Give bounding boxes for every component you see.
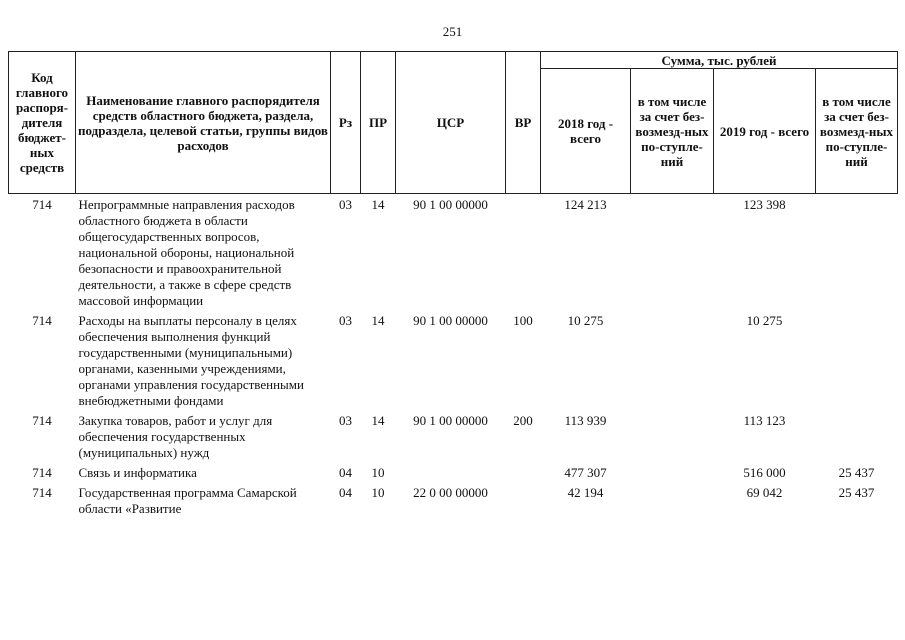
cell-2019-free [816, 313, 898, 413]
cell-pr: 14 [371, 313, 385, 328]
cell-2019-total: 516 000 [743, 465, 786, 480]
cell-name: Непрограммные направления расходов областного бюджета в области общегосударственных вопросов, национальной обороны, национальной безопасности и правоохранительной деятельности, а также в сфере средств массовой информации [78, 197, 295, 308]
cell-2018-total: 42 194 [567, 485, 604, 500]
header-sum: Сумма, тыс. рублей [541, 52, 898, 69]
budget-table [8, 51, 898, 521]
cell-vr: 200 [513, 413, 533, 428]
header-2019-total: 2019 год - всего [714, 69, 816, 194]
cell-2018-free [631, 485, 714, 521]
cell-2019-free: 25 437 [838, 465, 875, 480]
cell-pr: 14 [371, 413, 385, 428]
page-number: 251 [442, 24, 463, 39]
table-row [9, 465, 898, 485]
cell-2018-total: 113 939 [564, 413, 607, 428]
cell-pr: 10 [371, 465, 385, 480]
cell-2018-free [631, 194, 714, 314]
cell-code: 714 [32, 413, 52, 428]
cell-2018-total: 10 275 [567, 313, 604, 328]
cell-2019-total: 113 123 [743, 413, 786, 428]
header-name: Наименование главного распорядителя средств областного бюджета, раздела, подраздела, целевой статьи, группы видов расходов [76, 52, 331, 194]
cell-code: 714 [32, 197, 52, 212]
cell-rz: 03 [339, 313, 352, 328]
cell-2018-free [631, 465, 714, 485]
cell-name: Расходы на выплаты персоналу в целях обеспечения выполнения функций государственными (муниципальными) органами, казенными учреждениями, органами управления государственными внебюджетными фондами [78, 313, 304, 408]
cell-2019-free [816, 413, 898, 465]
cell-2019-free [816, 194, 898, 314]
cell-2018-free [631, 313, 714, 413]
cell-vr [506, 485, 541, 521]
header-vr: ВР [506, 52, 541, 194]
cell-vr [506, 465, 541, 485]
cell-2019-free: 25 437 [838, 485, 875, 500]
cell-code: 714 [32, 313, 52, 328]
header-rz: Рз [331, 52, 361, 194]
cell-rz: 04 [339, 465, 352, 480]
cell-2018-total: 124 213 [564, 197, 607, 212]
header-2018-total: 2018 год - всего [541, 69, 631, 194]
cell-2019-total: 69 042 [746, 485, 783, 500]
cell-csr: 90 1 00 00000 [413, 313, 488, 328]
cell-vr [506, 194, 541, 314]
cell-2019-total: 10 275 [746, 313, 783, 328]
cell-code: 714 [32, 485, 52, 500]
table-row [9, 485, 898, 521]
cell-2018-free [631, 413, 714, 465]
cell-rz: 03 [339, 197, 352, 212]
cell-pr: 14 [371, 197, 385, 212]
cell-code: 714 [32, 465, 52, 480]
table-row [9, 194, 898, 314]
cell-csr: 90 1 00 00000 [413, 413, 488, 428]
cell-csr: 22 0 00 00000 [413, 485, 488, 500]
cell-name: Связь и информатика [78, 465, 197, 480]
header-2018-free: в том числе за счет без-возмезд-ных по-ступле-ний [631, 69, 714, 194]
cell-name: Закупка товаров, работ и услуг для обеспечения государственных (муниципальных) нужд [78, 413, 273, 460]
cell-csr: 90 1 00 00000 [413, 197, 488, 212]
header-csr: ЦСР [396, 52, 506, 194]
header-code: Код главного распоря-дителя бюджет-ных средств [9, 52, 76, 194]
cell-2019-total: 123 398 [743, 197, 786, 212]
table-row [9, 413, 898, 465]
cell-pr: 10 [371, 485, 385, 500]
cell-rz: 04 [339, 485, 352, 500]
cell-2018-total: 477 307 [564, 465, 607, 480]
header-pr: ПР [361, 52, 396, 194]
table-row [9, 313, 898, 413]
cell-csr [396, 465, 506, 485]
cell-rz: 03 [339, 413, 352, 428]
cell-vr: 100 [513, 313, 533, 328]
header-2019-free: в том числе за счет без-возмезд-ных по-ступле-ний [816, 69, 898, 194]
cell-name: Государственная программа Самарской области «Развитие [78, 485, 297, 516]
